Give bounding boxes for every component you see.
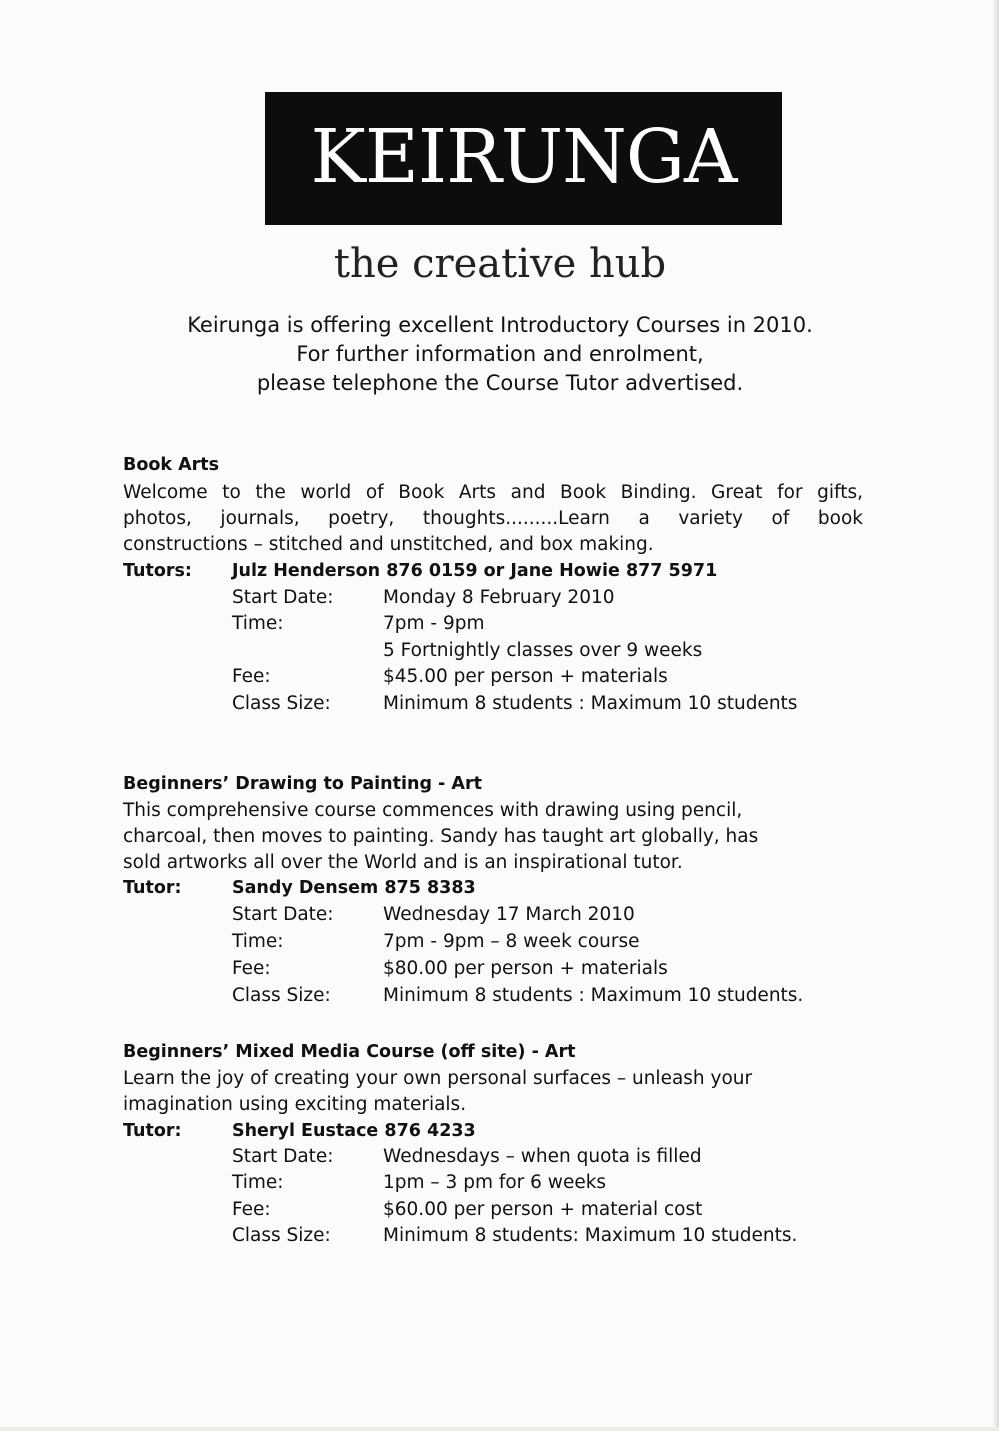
course-title-book-arts: Book Arts — [123, 455, 220, 475]
detail-label-time: Time: — [232, 931, 284, 952]
detail-value-time: 7pm - 9pm — [383, 613, 485, 634]
detail-label-class-size: Class Size: — [232, 693, 331, 714]
course-description-line: photos, journals, poetry, thoughts.........Learn a variety of book — [123, 508, 863, 529]
tutor-contact: Sheryl Eustace 876 4233 — [232, 1121, 476, 1141]
detail-value-schedule: 5 Fortnightly classes over 9 weeks — [383, 640, 703, 661]
detail-value-start-date: Wednesdays – when quota is filled — [383, 1146, 702, 1167]
detail-label-fee: Fee: — [232, 958, 271, 979]
course-description-line: sold artworks all over the World and is an inspirational tutor. — [123, 852, 683, 873]
detail-value-time: 7pm - 9pm – 8 week course — [383, 931, 640, 952]
tutor-label: Tutor: — [123, 1121, 182, 1141]
scan-edge-bottom — [0, 1427, 999, 1431]
course-description-line: imagination using exciting materials. — [123, 1094, 467, 1115]
intro-line: please telephone the Course Tutor advertised. — [256, 371, 744, 395]
tagline: the creative hub — [333, 241, 667, 287]
scan-edge-right — [993, 0, 999, 1431]
course-description-line: Welcome to the world of Book Arts and Book Binding. Great for gifts, — [123, 482, 863, 503]
detail-label-start-date: Start Date: — [232, 904, 334, 925]
tutor-contact: Julz Henderson 876 0159 or Jane Howie 877 5971 — [232, 561, 718, 581]
detail-value-fee: $45.00 per person + materials — [383, 666, 668, 687]
course-description-line: Learn the joy of creating your own personal surfaces – unleash your — [123, 1068, 753, 1089]
detail-label-fee: Fee: — [232, 666, 271, 687]
detail-label-class-size: Class Size: — [232, 985, 331, 1006]
detail-value-fee: $60.00 per person + material cost — [383, 1199, 703, 1220]
course-description-line: This comprehensive course commences with drawing using pencil, — [123, 800, 743, 821]
logo-text: KEIRUNGA — [310, 114, 737, 200]
tutor-label: Tutor: — [123, 878, 182, 898]
intro-paragraph — [100, 311, 900, 398]
tutor-contact: Sandy Densem 875 8383 — [232, 878, 476, 898]
detail-label-time: Time: — [232, 1172, 284, 1193]
detail-value-class-size: Minimum 8 students: Maximum 10 students. — [383, 1225, 798, 1246]
tutor-label: Tutors: — [123, 561, 192, 581]
detail-label-fee: Fee: — [232, 1199, 271, 1220]
course-title-drawing-painting: Beginners’ Drawing to Painting - Art — [123, 774, 482, 794]
detail-value-start-date: Wednesday 17 March 2010 — [383, 904, 635, 925]
detail-label-time: Time: — [232, 613, 284, 634]
detail-value-class-size: Minimum 8 students : Maximum 10 students. — [383, 985, 804, 1006]
detail-label-start-date: Start Date: — [232, 587, 334, 608]
detail-value-fee: $80.00 per person + materials — [383, 958, 668, 979]
detail-value-start-date: Monday 8 February 2010 — [383, 587, 615, 608]
detail-value-time: 1pm – 3 pm for 6 weeks — [383, 1172, 607, 1193]
intro-line: For further information and enrolment, — [296, 342, 704, 366]
course-description-line: constructions – stitched and unstitched, and box making. — [123, 534, 654, 555]
detail-label-class-size: Class Size: — [232, 1225, 331, 1246]
course-title-mixed-media: Beginners’ Mixed Media Course (off site) - Art — [123, 1042, 576, 1062]
intro-line: Keirunga is offering excellent Introductory Courses in 2010. — [187, 313, 813, 337]
detail-label-start-date: Start Date: — [232, 1146, 334, 1167]
course-description-line: charcoal, then moves to painting. Sandy has taught art globally, has — [123, 826, 759, 847]
detail-value-class-size: Minimum 8 students : Maximum 10 students — [383, 693, 798, 714]
